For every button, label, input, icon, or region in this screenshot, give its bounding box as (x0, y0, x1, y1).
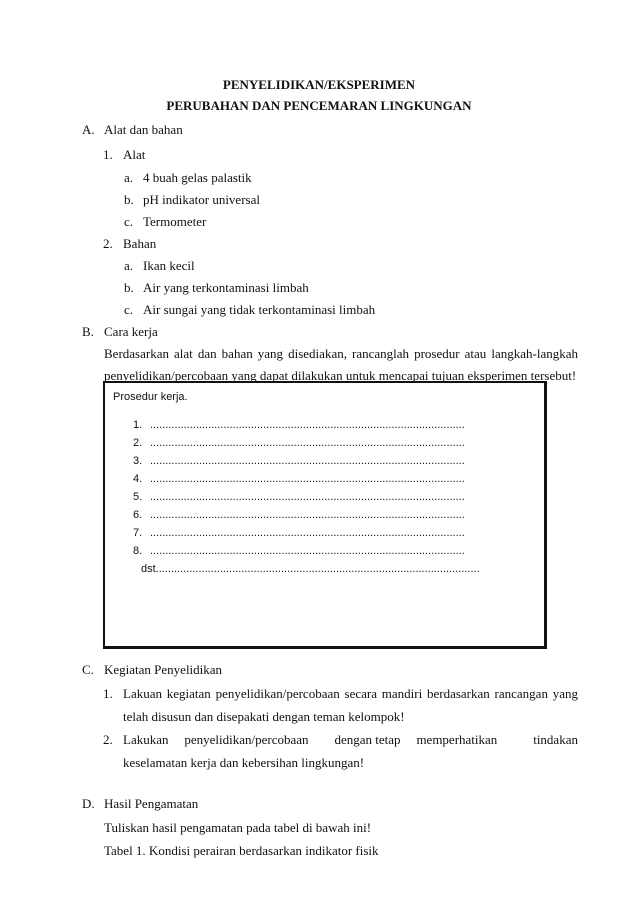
step-dotted-line[interactable]: ....................................................................................................... (150, 437, 465, 449)
observation-instruction: Tuliskan hasil pengamatan pada tabel di bawah ini! (104, 820, 372, 835)
instruction-line: Berdasarkan alat dan bahan yang disediakan, rancanglah prosedur atau langkah-langkah (104, 346, 578, 361)
list-item: Ikan kecil (143, 258, 195, 273)
alat-marker: 1. (103, 147, 113, 162)
activity-word: Lakukan (123, 732, 169, 747)
procedure-label: Prosedur kerja. (113, 391, 188, 403)
section-d-heading: Hasil Pengamatan (104, 796, 199, 811)
list-item-marker: a. (124, 170, 134, 185)
activity-marker: 2. (103, 732, 113, 747)
step-dotted-line[interactable]: ....................................................................................................... (150, 419, 465, 431)
list-item-marker: c. (124, 214, 134, 229)
table-caption: Tabel 1. Kondisi perairan berdasarkan indikator fisik (104, 843, 379, 858)
section-c-marker: C. (82, 662, 94, 677)
activity-line: telah disusun dan disepakati dengan teman kelompok! (123, 709, 405, 724)
section-c-heading: Kegiatan Penyelidikan (104, 662, 223, 677)
activity-line (123, 732, 578, 748)
section-a-marker: A. (82, 122, 95, 137)
activity-word: penyelidikan/percobaan (184, 732, 309, 747)
list-item-marker: c. (124, 302, 134, 317)
step-marker: 3. (133, 455, 143, 467)
list-item: Air sungai yang tidak terkontaminasi limbah (143, 302, 376, 317)
list-item: Air yang terkontaminasi limbah (143, 280, 309, 295)
step-marker: 8. (133, 545, 143, 557)
section-a-heading: Alat dan bahan (104, 122, 183, 137)
step-dotted-line[interactable]: ....................................................................................................... (150, 473, 465, 485)
section-b-marker: B. (82, 324, 94, 339)
bahan-label: Bahan (123, 236, 157, 251)
activity-line: Lakuan kegiatan penyelidikan/percobaan secara mandiri berdasarkan rancangan yang (123, 686, 578, 701)
list-item: 4 buah gelas palastik (143, 170, 252, 185)
step-marker: 6. (133, 509, 143, 521)
list-item-marker: b. (124, 280, 134, 295)
list-item: Termometer (143, 214, 207, 229)
step-marker: 7. (133, 527, 143, 539)
activity-line: keselamatan kerja dan kebersihan lingkungan! (123, 755, 365, 770)
section-d-marker: D. (82, 796, 95, 811)
step-dotted-line[interactable]: ....................................................................................................... (150, 491, 465, 503)
step-marker: 4. (133, 473, 143, 485)
dst-dotted-line[interactable]: dst.......................................................................................................... (141, 563, 480, 575)
activity-word: tindakan (533, 732, 578, 747)
document-title: PENYELIDIKAN/EKSPERIMEN (222, 77, 416, 92)
step-dotted-line[interactable]: ....................................................................................................... (150, 527, 465, 539)
instruction-line: penyelidikan/percobaan yang dapat dilakukan untuk mencapai tujuan eksperimen tersebut! (104, 368, 577, 383)
procedure-answer-box[interactable] (103, 381, 547, 649)
list-item-marker: b. (124, 192, 134, 207)
activity-word: dengan tetap (334, 732, 401, 747)
document-subtitle: PERUBAHAN DAN PENCEMARAN LINGKUNGAN (166, 98, 472, 113)
bahan-marker: 2. (103, 236, 113, 251)
step-dotted-line[interactable]: ....................................................................................................... (150, 545, 465, 557)
list-item: pH indikator universal (143, 192, 260, 207)
activity-word: memperhatikan (416, 732, 498, 747)
step-marker: 1. (133, 419, 143, 431)
list-item-marker: a. (124, 258, 134, 273)
step-marker: 5. (133, 491, 143, 503)
step-dotted-line[interactable]: ....................................................................................................... (150, 455, 465, 467)
step-marker: 2. (133, 437, 143, 449)
alat-label: Alat (123, 147, 146, 162)
activity-marker: 1. (103, 686, 113, 701)
step-dotted-line[interactable]: ....................................................................................................... (150, 509, 465, 521)
section-b-heading: Cara kerja (104, 324, 158, 339)
